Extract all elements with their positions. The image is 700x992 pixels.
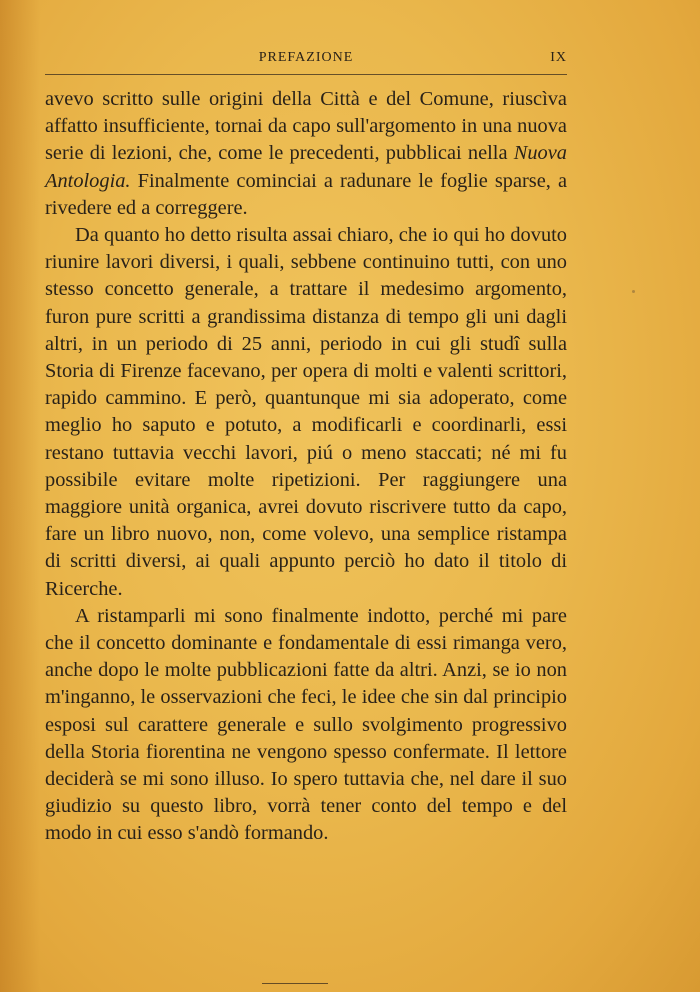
paragraph-2-text: Da quanto ho detto risulta assai chiaro, che io qui ho dovuto riunire lavori diversi, i quali, sebbene continuino tutti, con uno stesso concetto generale, a trattare il medesimo argomento, furon pure scritti a grandissima distanza di tempo gli uni dagli altri, in un periodo di 25 anni, periodo in cui gli studî sulla Storia di Firenze facevano, per opera di molti e valenti scrittori, rapido cammino. E però, quantunque mi sia adoperato, come meglio ho saputo e potuto, a modificarli e coordinarli, essi restano tuttavia vecchi lavori, piú o meno staccati; né mi fu possibile evitare molte ripetizioni. Per raggiungere una maggiore unità organica, avrei dovuto riscrivere tutto da capo, fare un libro nuovo, non, come volevo, una semplice ristampa di scritti diversi, ai quali appunto perciò ho dato il titolo di Ricerche. (45, 224, 567, 600)
footer-rule (262, 983, 328, 984)
paragraph-1-text: avevo scritto sulle origini della Città e del Comune, riuscìva affatto insufficiente, tornai da capo sull'argomento in una nuova serie di lezioni, che, come le precedenti, pubblicai nella (45, 88, 567, 165)
page-number: IX (550, 50, 567, 65)
paper-speck (632, 290, 635, 293)
paragraph-1-text-end: Finalmente cominciai a radunare le foglie sparse, a rivedere ed a correggere. (45, 169, 567, 219)
paragraph-2 (45, 222, 567, 603)
body-text (45, 86, 567, 848)
running-header (45, 50, 567, 72)
page-edge-shadow (0, 0, 40, 992)
paragraph-3 (45, 603, 567, 848)
header-rule (45, 74, 567, 75)
journal-title-italic: Nuova Antologia. (45, 142, 567, 192)
running-header-title: PREFAZIONE (258, 50, 354, 65)
paragraph-3-text: A ristamparli mi sono finalmente indotto, perché mi pare che il concetto dominante e fondamentale di essi rimanga vero, anche dopo le molte pubblicazioni fatte da altri. Anzi, se io non m'inganno, le osservazioni che feci, le idee che sin dal principio esposi sul carattere generale e sullo svolgimento progressivo della Storia fiorentina ne vengono spesso confermate. Il lettore deciderà se mi sono illuso. Io spero tuttavia che, nel dare il suo giudizio su questo libro, vorrà tener conto del tempo e del modo in cui esso s'andò formando. (45, 604, 567, 845)
paragraph-1 (45, 86, 567, 222)
